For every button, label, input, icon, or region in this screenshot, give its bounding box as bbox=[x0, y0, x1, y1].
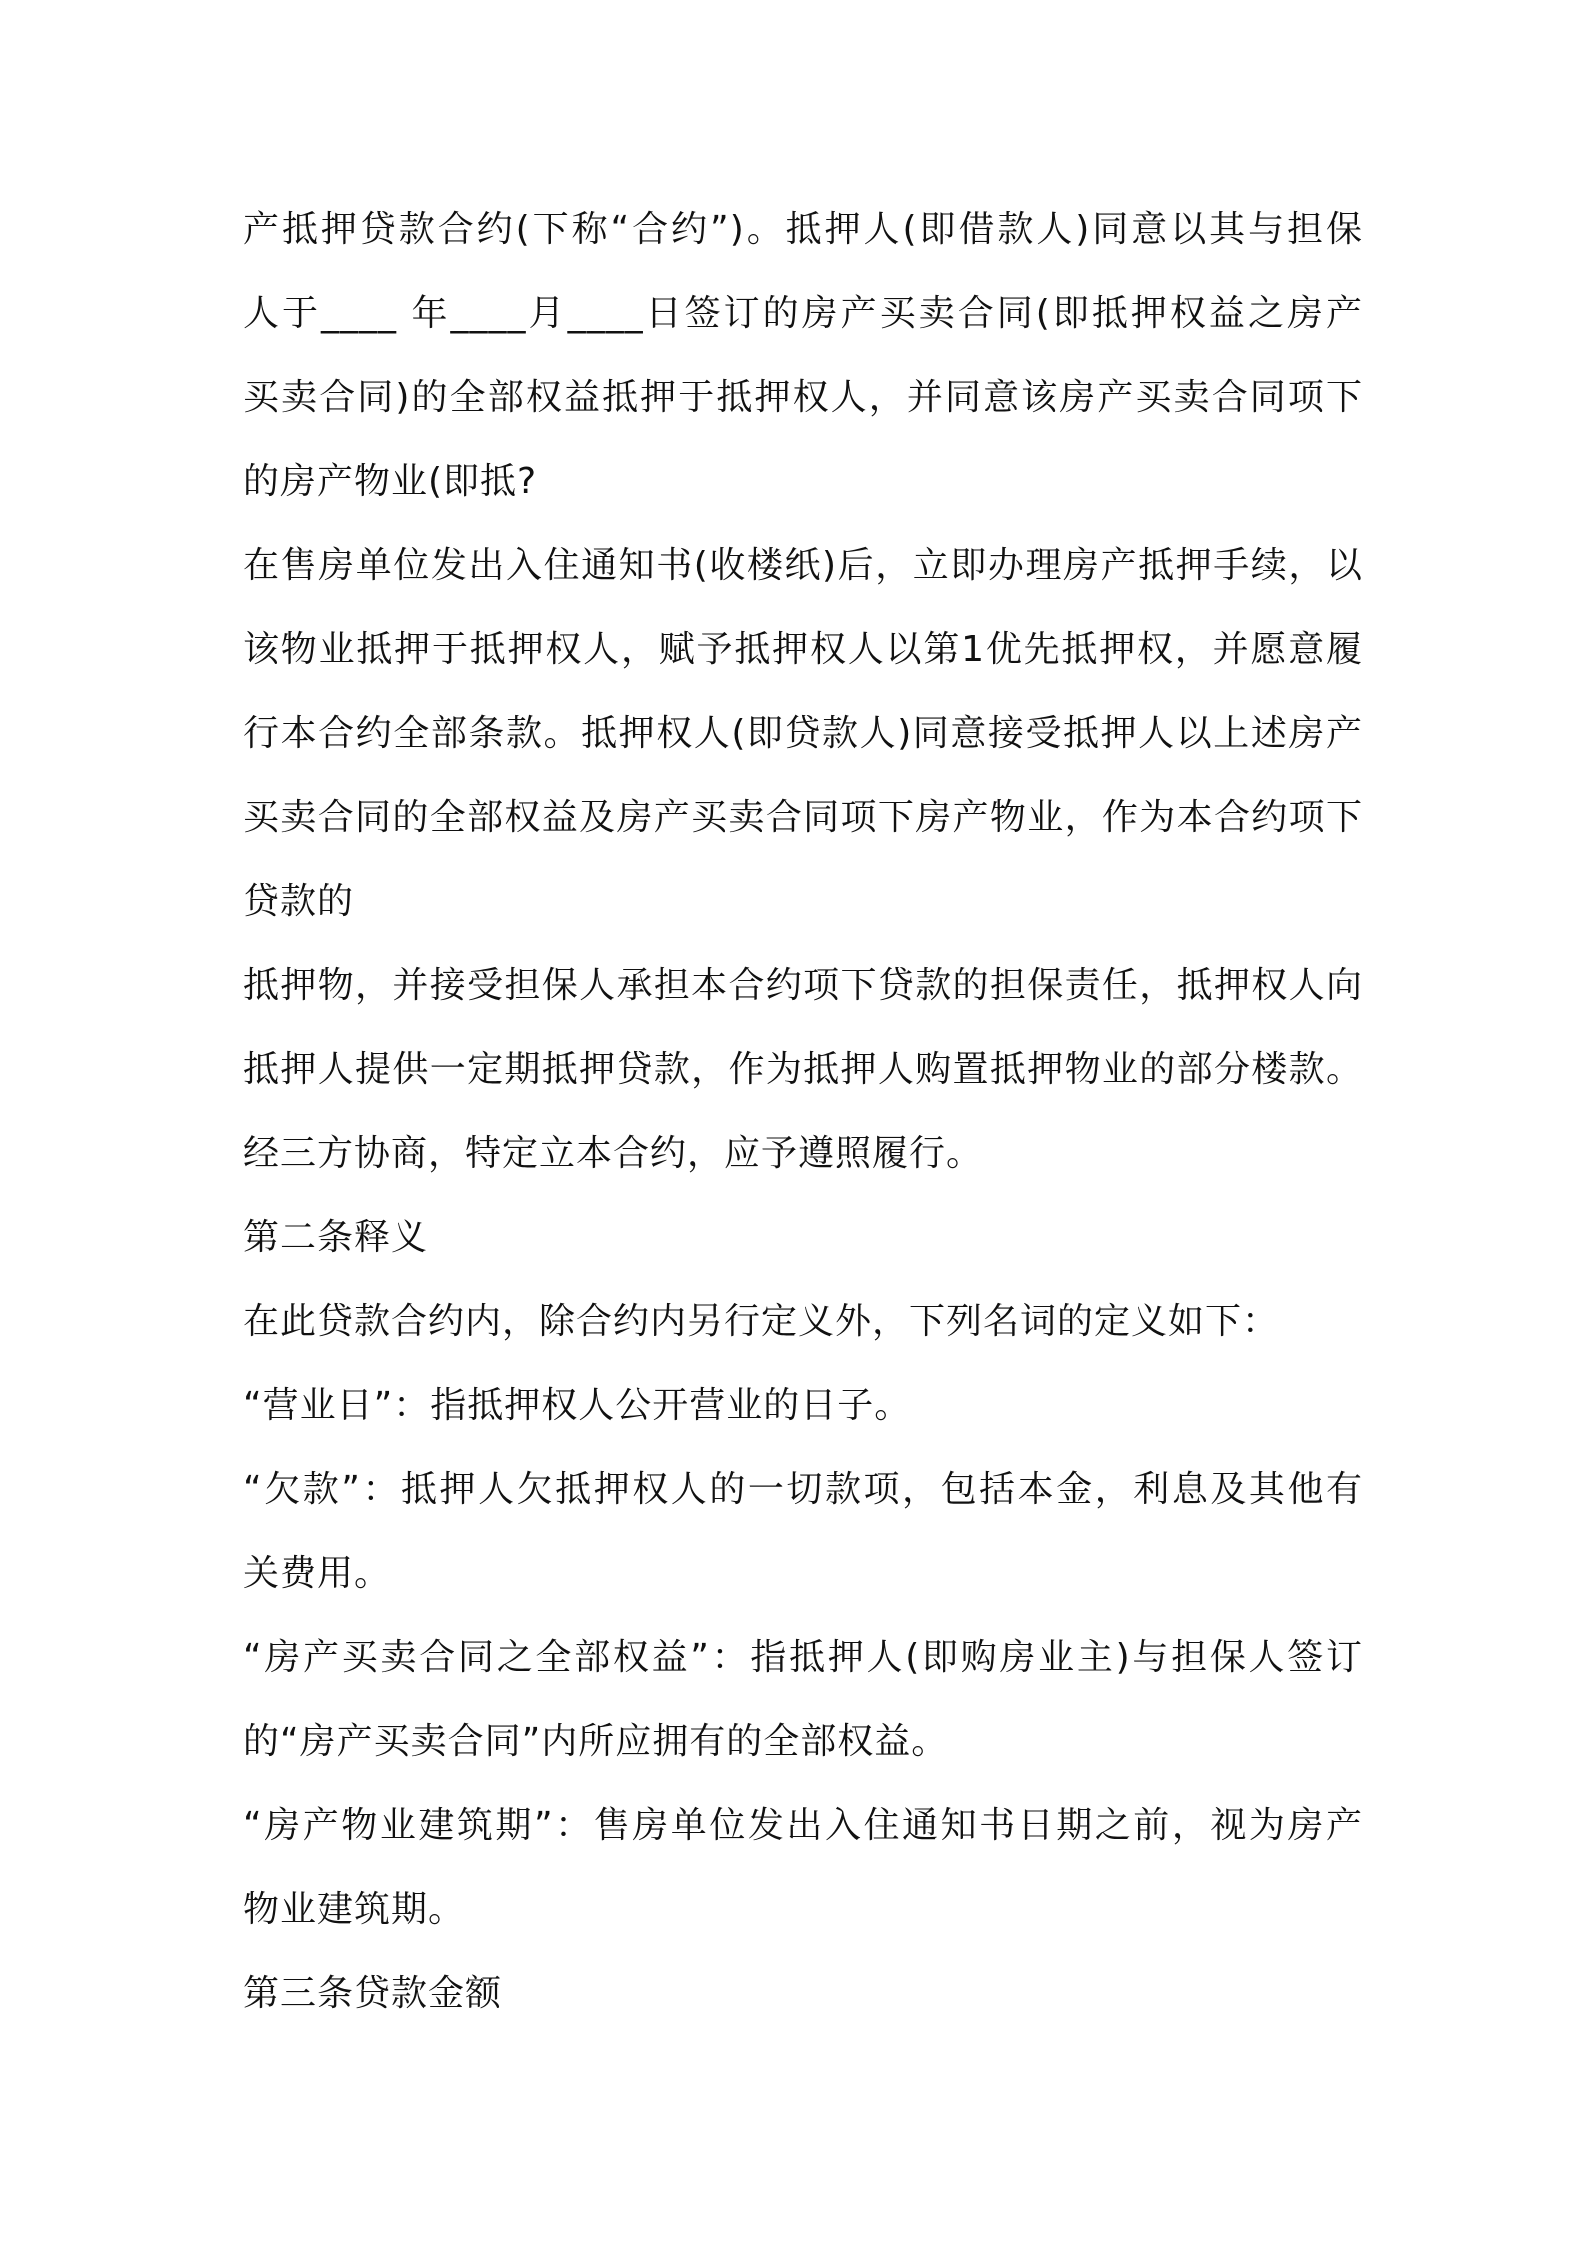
text-line: 在售房单位发出入住通知书(收楼纸)后，立即办理房产抵押手续，以 bbox=[243, 545, 1363, 586]
text-line: 抵押物，并接受担保人承担本合约项下贷款的担保责任，抵押权人向 bbox=[243, 965, 1363, 1006]
text-line: 贷款的 bbox=[243, 881, 355, 922]
text-line: 抵押人提供一定期抵押贷款，作为抵押人购置抵押物业的部分楼款。 bbox=[243, 1049, 1363, 1090]
definition-line: “营业日”：指抵押权人公开营业的日子。 bbox=[243, 1385, 912, 1426]
section-heading: 第三条贷款金额 bbox=[243, 1973, 503, 2014]
text-line: 的房产物业(即抵? bbox=[243, 461, 538, 502]
text-line: 的“房产买卖合同”内所应拥有的全部权益。 bbox=[243, 1721, 949, 1762]
text-line: 该物业抵押于抵押权人，赋予抵押权人以第1优先抵押权，并愿意履 bbox=[243, 629, 1363, 670]
text-line: 产抵押贷款合约(下称“合约”)。抵押人(即借款人)同意以其与担保 bbox=[243, 209, 1363, 250]
section-heading: 第二条释义 bbox=[243, 1217, 429, 1258]
text-line: 买卖合同的全部权益及房产买卖合同项下房产物业，作为本合约项下 bbox=[243, 797, 1363, 838]
document-body bbox=[243, 200, 1363, 2048]
definition-line: “房产物业建筑期”：售房单位发出入住通知书日期之前，视为房产 bbox=[243, 1805, 1363, 1846]
text-line: 人于____ 年____月____日签订的房产买卖合同(即抵押权益之房产 bbox=[243, 293, 1363, 334]
text-line: 买卖合同)的全部权益抵押于抵押权人，并同意该房产买卖合同项下 bbox=[243, 377, 1363, 418]
text-line: 经三方协商，特定立本合约，应予遵照履行。 bbox=[243, 1133, 984, 1174]
text-line: 物业建筑期。 bbox=[243, 1889, 466, 1930]
text-line: 在此贷款合约内，除合约内另行定义外，下列名词的定义如下： bbox=[243, 1301, 1280, 1342]
definition-line: “欠款”：抵押人欠抵押权人的一切款项，包括本金，利息及其他有 bbox=[243, 1469, 1363, 1510]
definition-line: “房产买卖合同之全部权益”：指抵押人(即购房业主)与担保人签订 bbox=[243, 1637, 1363, 1678]
text-line: 行本合约全部条款。抵押权人(即贷款人)同意接受抵押人以上述房产 bbox=[243, 713, 1363, 754]
text-line: 关费用。 bbox=[243, 1553, 392, 1594]
